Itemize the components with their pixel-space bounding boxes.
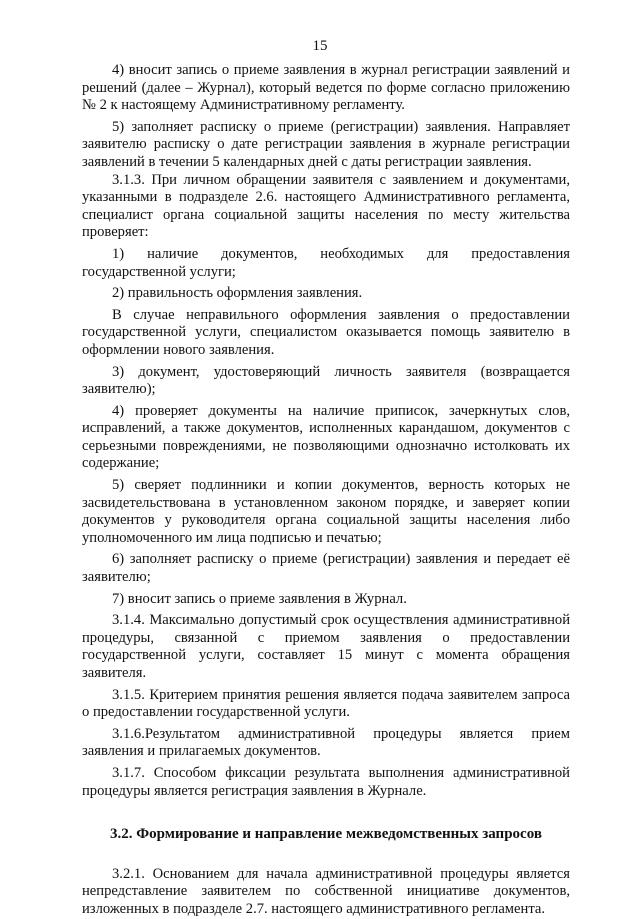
paragraph: 1) наличие документов, необходимых для предоставления государственной услуги; <box>82 245 570 280</box>
paragraph: 3.1.3. При личном обращении заявителя с заявлением и документами, указанными в подразделе 2.6. настоящего Административного регламента, специалист органа социальной защиты населения по месту жительства проверяет: <box>82 171 570 241</box>
paragraph: 5) сверяет подлинники и копии документов, верность которых не засвидетельствована в установленном законом порядке, и заверяет копии документов у руководителя органа социальной защиты населения либо уполномоченного им лица подписью и печатью; <box>82 477 570 546</box>
paragraph: 3) документ, удостоверяющий личность заявителя (возвращается заявителю); <box>82 363 570 398</box>
paragraph: 3.1.4. Максимально допустимый срок осуществления административной процедуры, связанной с приемом заявления о предоставлении государственной услуги, составляет 15 минут с момента обращения заявителя. <box>82 612 570 681</box>
section-heading: 3.2. Формирование и направление межведомственных запросов <box>110 826 542 843</box>
paragraph: В случае неправильного оформления заявления о предоставлении государственной услуги, специалистом оказывается помощь заявителю в оформлении нового заявления. <box>82 306 570 358</box>
paragraph: 4) вносит запись о приеме заявления в журнал регистрации заявлений и решений (далее – Журнал), который ведется по форме согласно приложению № 2 к настоящему Административному регламенту. <box>82 62 570 114</box>
paragraph: 3.2.1. Основанием для начала административной процедуры является непредставление заявителем по собственной инициативе документов, изложенных в подразделе 2.7. настоящего административного регламента. <box>82 865 570 917</box>
paragraph: 3.1.7. Способом фиксации результата выполнения административной процедуры является регистрация заявления в Журнале. <box>82 764 570 799</box>
paragraph: 6) заполняет расписку о приеме (регистрации) заявления и передает её заявителю; <box>82 551 570 586</box>
paragraph: 5) заполняет расписку о приеме (регистрации) заявления. Направляет заявителю расписку о дате регистрации заявления в журнале регистрации заявлений в течении 5 календарных дней с даты регистрации заявления. <box>82 118 570 170</box>
paragraph: 3.1.6.Результатом административной процедуры является прием заявления и прилагаемых документов. <box>82 725 570 760</box>
paragraph: 7) вносит запись о приеме заявления в Журнал. <box>112 590 407 607</box>
paragraph: 4) проверяет документы на наличие приписок, зачеркнутых слов, исправлений, а также документов, исполненных карандашом, документов с серьезными повреждениями, не позволяющими однозначно истолковать их содержание; <box>82 402 570 472</box>
page-number: 15 <box>312 38 328 54</box>
paragraph: 2) правильность оформления заявления. <box>112 285 363 302</box>
page-content <box>82 62 570 919</box>
paragraph: 3.1.5. Критерием принятия решения является подача заявителем запроса о предоставлении государственной услуги. <box>82 686 570 721</box>
